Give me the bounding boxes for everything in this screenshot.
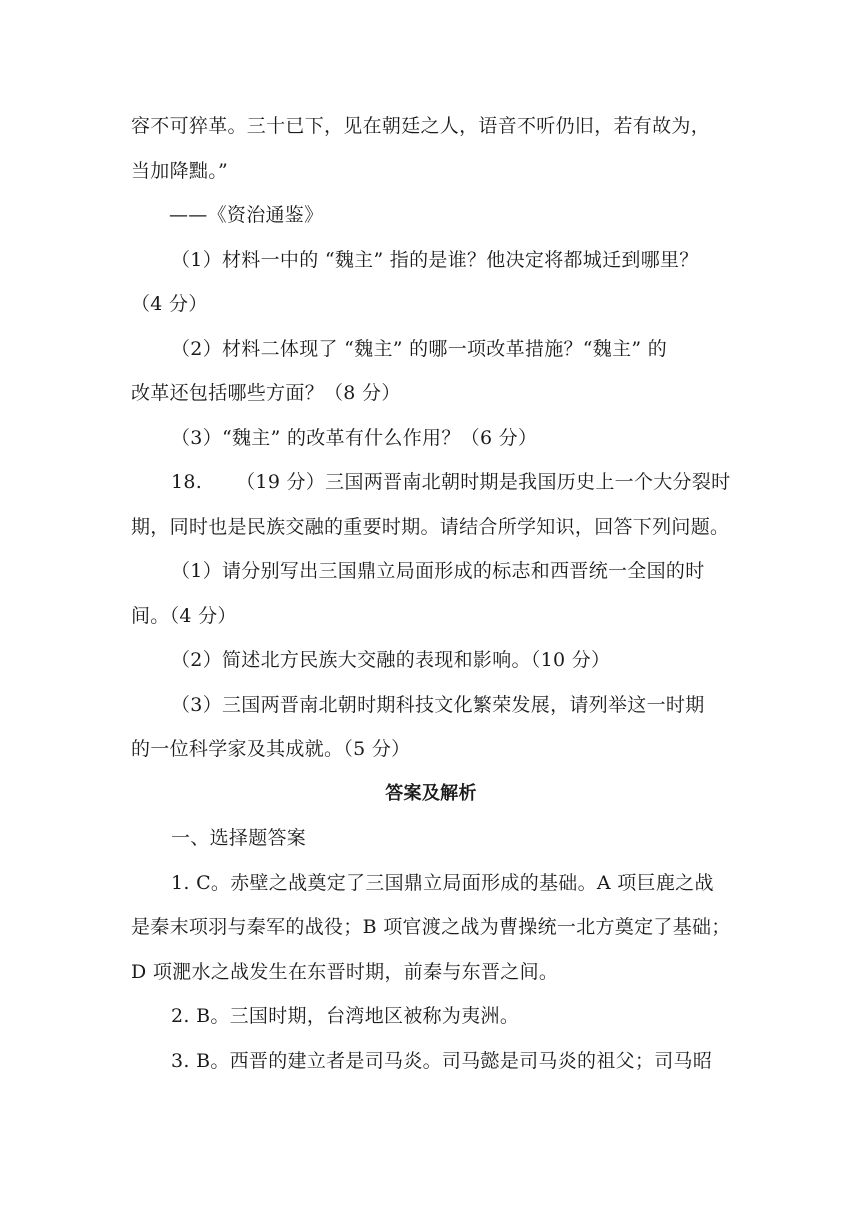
text-line: （4 分） — [131, 293, 208, 315]
text-line: 期，同时也是民族交融的重要时期。请结合所学知识，回答下列问题。 — [131, 515, 730, 538]
text-line: 当加降黜。” — [131, 159, 229, 182]
text-line: 的一位科学家及其成就。（5 分） — [131, 738, 411, 760]
question-number: 18. — [171, 471, 203, 493]
question-18-1: （1）请分别写出三国鼎立局面形成的标志和西晋统一全国的时 — [171, 560, 705, 582]
question-18-text: （19 分）三国两晋南北朝时期是我国历史上一个大分裂时 — [236, 471, 731, 493]
document-page — [131, 104, 731, 1083]
answer-2: 2. B。三国时期，台湾地区被称为夷洲。 — [171, 1005, 520, 1027]
text-line: D 项淝水之战发生在东晋时期，前秦与东晋之间。 — [131, 960, 559, 983]
question-18 — [131, 460, 731, 505]
section-heading: 一、选择题答案 — [171, 827, 307, 849]
text-line: 是秦末项羽与秦军的战役；B 项官渡之战为曹操统一北方奠定了基础； — [131, 916, 731, 938]
text-line: 容不可猝革。三十已下，见在朝廷之人，语音不听仍旧，若有故为， — [131, 115, 711, 137]
question-18-2: （2）简述北方民族大交融的表现和影响。（10 分） — [171, 649, 611, 671]
question-17-3: （3）“魏主” 的改革有什么作用？（6 分） — [171, 426, 538, 449]
question-17-2: （2）材料二体现了 “魏主” 的哪一项改革措施？“魏主” 的 — [171, 337, 668, 360]
source-citation: ——《资治通鉴》 — [169, 204, 324, 226]
question-17-1: （1）材料一中的 “魏主” 指的是谁？他决定将都城迁到哪里？ — [171, 248, 699, 271]
text-line: 间。（4 分） — [131, 604, 237, 627]
question-18-3: （3）三国两晋南北朝时期科技文化繁荣发展，请列举这一时期 — [171, 693, 705, 716]
answers-heading: 答案及解析 — [385, 782, 477, 804]
answer-1: 1. C。赤壁之战奠定了三国鼎立局面形成的基础。A 项巨鹿之战 — [171, 871, 714, 894]
text-line: 改革还包括哪些方面？（8 分） — [131, 382, 401, 404]
answer-3: 3. B。西晋的建立者是司马炎。司马懿是司马炎的祖父；司马昭 — [171, 1049, 713, 1072]
